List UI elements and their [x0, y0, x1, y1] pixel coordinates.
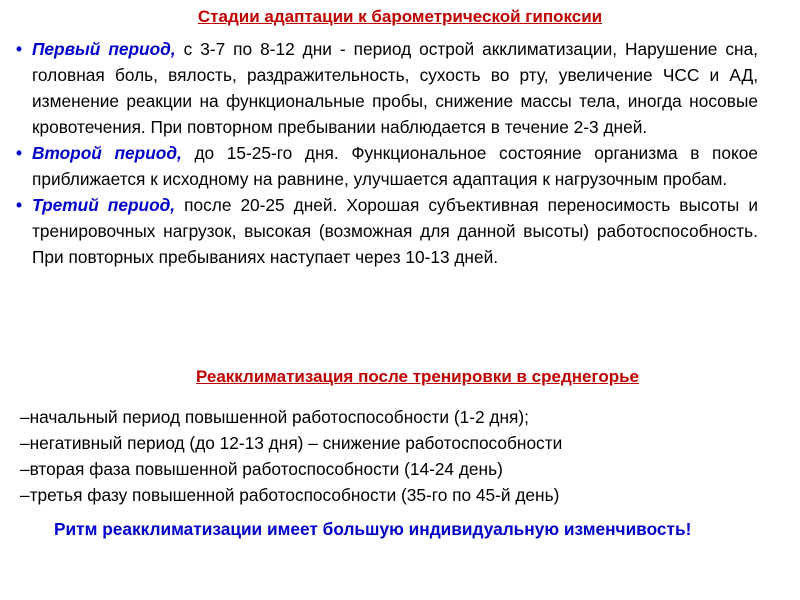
phase-item-4: –третья фазу повышенной работоспособности (35-го по 45-й день): [20, 485, 560, 505]
period-name: Второй период,: [32, 143, 182, 163]
period-item-1: [16, 36, 758, 140]
period-text: после 20-25 дней. Хорошая субъективная переносимость высоты и тренировочных нагрузок, высокая (возможная для данной высоты) работоспособность. При повторных пребываниях наступает через 10-13 дней.: [32, 195, 758, 267]
period-item-3: [16, 192, 758, 270]
period-text: с 3-7 по 8-12 дни - период острой акклиматизации, Нарушение сна, головная боль, вялость, раздражительность, сухость во рту, увеличение ЧСС и АД, изменение реакции на функциональные пробы, снижение массы тела, иногда носовые кровотечения. При повторном пребывании наблюдается в течение 2-3 дней.: [32, 39, 758, 137]
bullet-icon: •: [16, 143, 23, 163]
rhythm-note: Ритм реакклиматизации имеет большую индивидуальную изменчивость!: [54, 519, 692, 539]
slide-title: Стадии адаптации к барометрической гипоксии: [197, 7, 603, 26]
reacclimatization-phases-list: [20, 404, 760, 508]
period-name: Третий период,: [32, 195, 176, 215]
period-name: Первый период,: [32, 39, 176, 59]
phase-item-1: –начальный период повышенной работоспособности (1-2 дня);: [20, 407, 529, 427]
phase-item-2: –негативный период (до 12-13 дня) – снижение работоспособности: [20, 433, 563, 453]
bullet-icon: •: [16, 39, 23, 59]
reacclimatization-subtitle: Реакклиматизация после тренировки в среднегорье: [195, 367, 640, 386]
bullet-icon: •: [16, 195, 23, 215]
period-text: до 15-25-го дня. Функциональное состояние организма в покое приближается к исходному на равнине, улучшается адаптация к нагрузочным пробам.: [32, 143, 759, 189]
phase-item-3: –вторая фаза повышенной работоспособности (14-24 день): [20, 459, 503, 479]
adaptation-periods-list: [16, 36, 759, 270]
period-item-2: [16, 140, 759, 192]
